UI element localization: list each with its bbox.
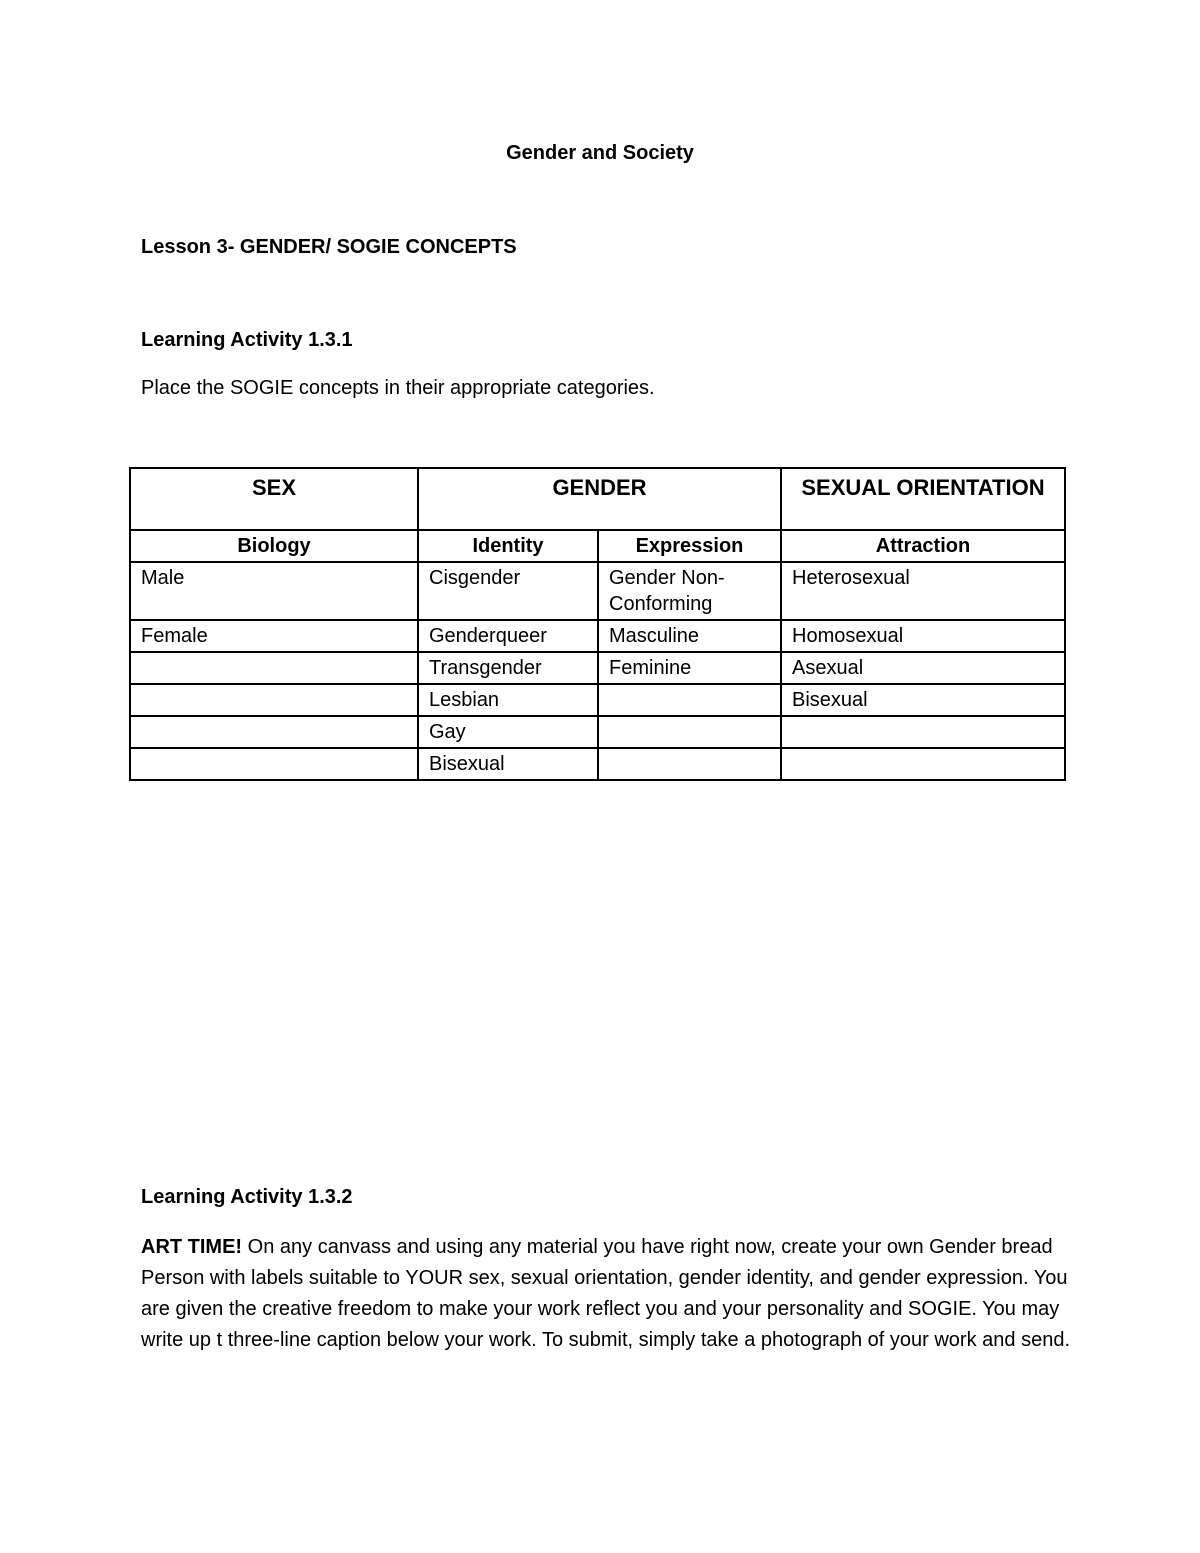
table-cell: Transgender <box>418 652 598 684</box>
header-gender: GENDER <box>418 468 781 530</box>
table-row <box>130 716 1065 748</box>
art-time-lead: ART TIME! <box>141 1236 243 1258</box>
table-cell: Female <box>130 620 418 652</box>
table-cell <box>598 716 781 748</box>
table-cell: Asexual <box>781 652 1065 684</box>
table-cell: Heterosexual <box>781 562 1065 620</box>
activity-1-instruction: Place the SOGIE concepts in their appropriate categories. <box>141 377 655 399</box>
table-cell <box>598 748 781 780</box>
table-cell: Male <box>130 562 418 620</box>
table-row <box>130 562 1065 620</box>
table-cell: Homosexual <box>781 620 1065 652</box>
table-cell <box>130 748 418 780</box>
header-sexual-orientation: SEXUAL ORIENTATION <box>781 468 1065 530</box>
lesson-heading: Lesson 3- GENDER/ SOGIE CONCEPTS <box>141 236 517 258</box>
table-subheader-row <box>130 530 1065 562</box>
table-row <box>130 748 1065 780</box>
table-cell <box>130 684 418 716</box>
subheader-biology: Biology <box>130 530 418 562</box>
table-cell: Cisgender <box>418 562 598 620</box>
table-cell: Bisexual <box>781 684 1065 716</box>
table-cell: Masculine <box>598 620 781 652</box>
activity-2-instructions <box>141 1232 1071 1356</box>
table-cell <box>130 716 418 748</box>
header-sex: SEX <box>130 468 418 530</box>
table-cell: Lesbian <box>418 684 598 716</box>
table-cell: Feminine <box>598 652 781 684</box>
table-cell <box>130 652 418 684</box>
table-cell: Bisexual <box>418 748 598 780</box>
table-row <box>130 620 1065 652</box>
table-cell: Gender Non-Conforming <box>598 562 781 620</box>
table-cell: Gay <box>418 716 598 748</box>
activity-2-body: On any canvass and using any material you have right now, create your own Gender bread Person with labels suitable to YOUR sex, sexual orientation, gender identity, and gender expression. You are given the creative freedom to make your work reflect you and your personality and SOGIE. You may write up t three-line caption below your work. To submit, simply take a photograph of your work and send. <box>141 1236 1070 1351</box>
table-cell <box>781 716 1065 748</box>
table-row <box>130 684 1065 716</box>
table-cell: Genderqueer <box>418 620 598 652</box>
subheader-expression: Expression <box>598 530 781 562</box>
sogie-table <box>129 467 1066 781</box>
subheader-identity: Identity <box>418 530 598 562</box>
activity-2-heading: Learning Activity 1.3.2 <box>141 1186 353 1208</box>
document-title: Gender and Society <box>506 142 694 164</box>
table-cell <box>598 684 781 716</box>
activity-1-heading: Learning Activity 1.3.1 <box>141 329 353 351</box>
table-header-row <box>130 468 1065 530</box>
table-cell <box>781 748 1065 780</box>
subheader-attraction: Attraction <box>781 530 1065 562</box>
table-row <box>130 652 1065 684</box>
